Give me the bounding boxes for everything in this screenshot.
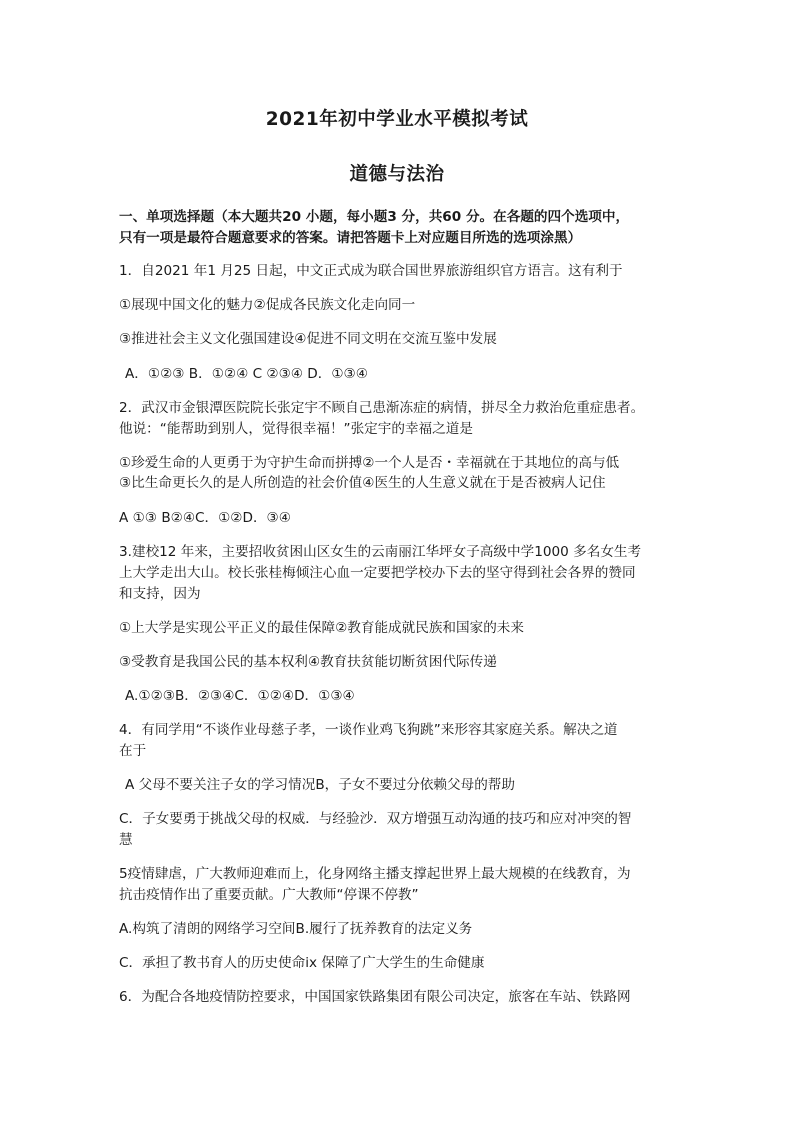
question-1-stem: 1．自2021 年1 月25 日起，中文正式成为联合国世界旅游组织官方语言。这有利于: [119, 263, 623, 279]
question-4-option: C．子女要勇于挑战父母的权威．与经验沙．双方增强互动沟通的技巧和应对冲突的智: [119, 811, 632, 827]
question-5-option: C．承担了教书育人的历史使命ix 保障了广大学生的生命健康: [119, 955, 485, 971]
question-3-stem: 上大学走出大山。校长张桂梅倾注心血一定要把学校办下去的坚守得到社会各界的赞同: [119, 565, 636, 581]
question-5-stem: 抗击疫情作出了重要贡献。广大教师“停课不停教”: [119, 887, 419, 903]
question-4-stem: 4．有同学用“不谈作业母慈子孝，一谈作业鸡飞狗跳”来形容其家庭关系。解决之道: [119, 722, 618, 738]
question-2-stem: 他说：“能帮助到别人，觉得很幸福！”张定宇的幸福之道是: [119, 421, 473, 437]
question-4-stem: 在于: [119, 743, 147, 759]
question-3-stem: 和支持，因为: [119, 586, 201, 602]
question-5-stem: 5疫情肆虐，广大教师迎难而上，化身网络主播支撑起世界上最大规模的在线教育，为: [119, 866, 631, 882]
exam-title: 2021年初中学业水平模拟考试: [265, 109, 529, 130]
question-1-option: ③推进社会主义文化强国建设④促进不同文明在交流互鉴中发展: [119, 331, 497, 347]
question-6-stem: 6．为配合各地疫情防控要求，中国国家铁路集团有限公司决定，旅客在车站、铁路网: [119, 989, 631, 1005]
section-heading: 一、单项选择题（本大题共20 小题，每小题3 分，共60 分。在各题的四个选项中，: [119, 209, 630, 225]
question-3-choices: A.①②③B．②③④C．①②④D．①③④: [125, 688, 355, 704]
question-1-choices: A．①②③ B．①②④ C ②③④ D．①③④: [125, 366, 368, 382]
subject-title: 道德与法治: [349, 164, 445, 185]
question-2-option: ①珍爱生命的人更勇于为守护生命而拼搏②一个人是否・幸福就在于其地位的高与低: [119, 455, 620, 471]
question-5-option: A.构筑了清朗的网络学习空间B.履行了抚养教育的法定义务: [119, 921, 473, 937]
question-2-option: ③比生命更长久的是人所创造的社会价值④医生的人生意义就在于是否被病人记住: [119, 475, 606, 491]
question-4-option: 慧: [119, 832, 133, 848]
question-3-option: ③受教育是我国公民的基本权利④教育扶贫能切断贫困代际传递: [119, 654, 497, 670]
question-4-option: A 父母不要关注子女的学习情况B，子女不要过分依赖父母的帮助: [125, 777, 515, 793]
question-2-choices: A ①③ B②④C．①②D．③④: [119, 510, 291, 526]
question-1-option: ①展现中国文化的魅力②促成各民族文化走向同一: [119, 297, 416, 313]
question-3-stem: 3.建校12 年来，主要招收贫困山区女生的云南丽江华坪女子高级中学1000 多名女生考: [119, 544, 642, 560]
section-heading: 只有一项是最符合题意要求的答案。请把答题卡上对应题目所选的选项涂黑）: [119, 230, 582, 246]
question-2-stem: 2．武汉市金银潭医院院长张定宇不顾自己患渐冻症的病情，拼尽全力救治危重症患者。: [119, 400, 645, 416]
question-3-option: ①上大学是实现公平正义的最佳保障②教育能成就民族和国家的未来: [119, 620, 524, 636]
